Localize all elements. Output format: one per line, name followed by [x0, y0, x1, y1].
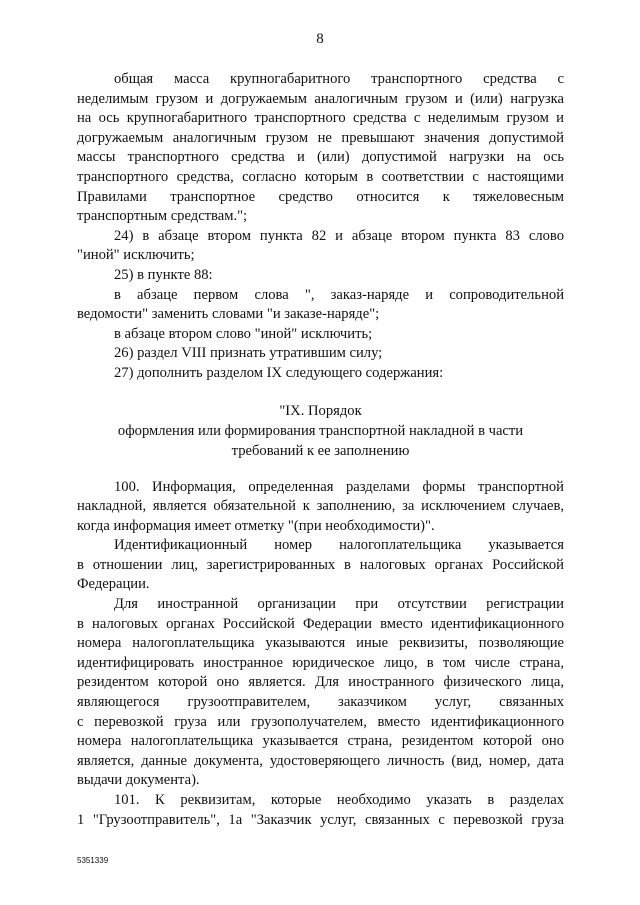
text-line: 1 "Грузоотправитель", 1а "Заказчик услуг, связанных с перевозкой груза — [77, 811, 564, 828]
text-line: 24) в абзаце втором пункта 82 и абзаце втором пункта 83 слово — [114, 227, 564, 244]
text-line: идентифицировать иностранное юридическое лицо, в том числе страна, — [77, 654, 564, 671]
document-code: 5351339 — [77, 856, 109, 865]
text-line: "иной" исключить; — [77, 247, 195, 264]
text-line: догружаемым аналогичным грузом не превышают значения допустимой — [77, 129, 564, 146]
text-line: является, данные документа, удостоверяющего личность (вид, номер, дата — [77, 752, 564, 769]
text-line: выдачи документа). — [77, 772, 200, 789]
section-heading-line: оформления или формирования транспортной накладной в части — [117, 422, 524, 439]
text-line: являющегося грузоотправителем, заказчиком услуг, связанных — [77, 694, 564, 711]
text-line: в абзаце втором слово "иной" исключить; — [114, 325, 373, 342]
text-line: Для иностранной организации при отсутствии регистрации — [114, 596, 564, 613]
text-line: накладной, является обязательной к заполнению, за исключением случаев, — [77, 498, 564, 515]
text-line: транспортным средствам."; — [77, 208, 248, 225]
text-line: 100. Информация, определенная разделами формы транспортной — [114, 478, 564, 495]
text-line: 25) в пункте 88: — [114, 266, 213, 283]
text-line: в отношении лиц, зарегистрированных в налоговых органах Российской — [77, 556, 564, 573]
text-line: в абзаце первом слова ", заказ-наряде и сопроводительной — [114, 286, 564, 303]
text-line: Федерации. — [77, 576, 150, 593]
text-line: Идентификационный номер налогоплательщика указывается — [114, 537, 564, 554]
section-heading-line: требований к ее заполнению — [231, 442, 410, 459]
section-heading-line: "IX. Порядок — [279, 402, 362, 419]
text-line: резидентом которой оно является. Для иностранного физического лица, — [77, 674, 564, 691]
text-line: на ось крупногабаритного транспортного средства с неделимым грузом и — [77, 110, 564, 127]
text-line: в налоговых органах Российской Федерации вместо идентификационного — [77, 615, 564, 632]
text-line: номера налогоплательщика указываются иные реквизиты, позволяющие — [77, 635, 564, 652]
text-line: 26) раздел VIII признать утратившим силу; — [114, 345, 383, 362]
text-line: неделимым грузом и догружаемым аналогичным грузом и (или) нагрузка — [77, 90, 564, 107]
text-line: массы транспортного средства и (или) допустимой нагрузки на ось — [77, 149, 564, 166]
text-line: с перевозкой груза или грузополучателем, вместо идентификационного — [77, 713, 564, 730]
document-body — [77, 70, 564, 830]
section-heading — [77, 401, 564, 461]
text-line: общая масса крупногабаритного транспортного средства с — [114, 71, 564, 87]
text-line: Правилами транспортное средство относится к тяжеловесным — [77, 188, 564, 205]
text-line: когда информация имеет отметку "(при необходимости)". — [77, 517, 435, 534]
text-line: ведомости" заменить словами "и заказе-наряде"; — [77, 306, 380, 323]
text-line: 27) дополнить разделом IX следующего содержания: — [114, 364, 444, 381]
text-line: транспортного средства, согласно которым в соответствии с настоящими — [77, 168, 564, 185]
page-number: 8 — [316, 31, 324, 47]
text-line: 101. К реквизитам, которые необходимо указать в разделах — [114, 792, 564, 808]
text-line: номера налогоплательщика указывается страна, резидентом которой оно — [77, 733, 564, 750]
